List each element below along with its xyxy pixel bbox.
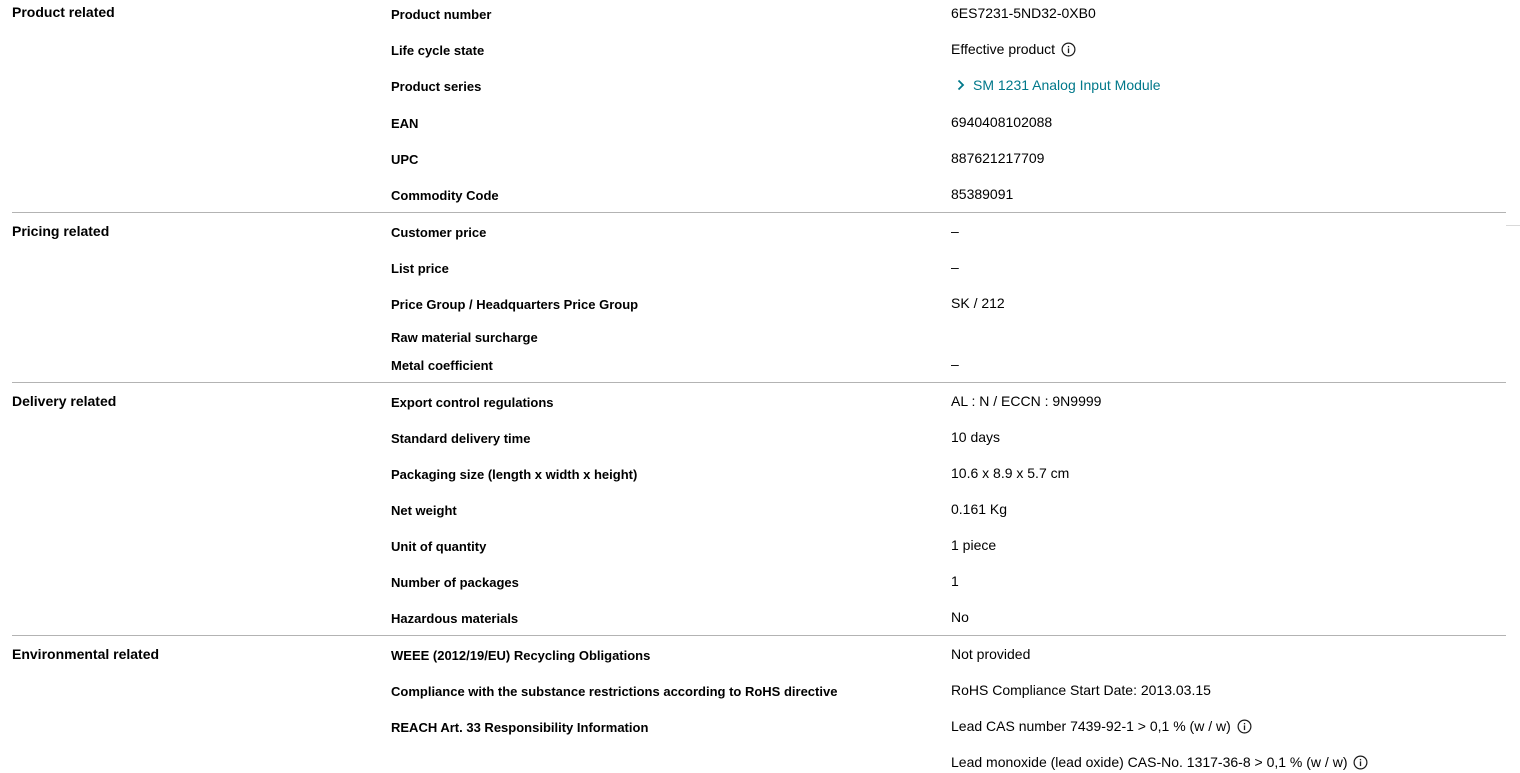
row-label: Customer price [391, 225, 487, 240]
row-label: Price Group / Headquarters Price Group [391, 297, 639, 312]
row-label: Standard delivery time [391, 431, 531, 446]
row-value-text: 85389091 [951, 186, 1014, 202]
row-value [951, 429, 1000, 445]
product-series-link-text: SM 1231 Analog Input Module [973, 77, 1161, 93]
section-title: Environmental related [12, 646, 160, 662]
row-value-text: 1 piece [951, 537, 997, 553]
row-value [951, 646, 1030, 662]
row-value-text: 887621217709 [951, 150, 1045, 166]
row-value [951, 41, 1076, 57]
row-value-text: 1 [951, 573, 959, 589]
row-value [951, 259, 959, 275]
row-value [951, 682, 1211, 698]
info-icon[interactable] [1061, 42, 1076, 57]
row-label: UPC [391, 152, 419, 167]
row-value-text: 6940408102088 [951, 114, 1053, 130]
row-value-text: Lead CAS number 7439-92-1 > 0,1 % (w / w) [951, 718, 1231, 734]
table-row [0, 4, 1520, 24]
row-value [951, 573, 959, 589]
table-row [0, 294, 1520, 314]
row-label: Hazardous materials [391, 611, 519, 626]
row-value [957, 77, 1161, 93]
row-value-text: 10.6 x 8.9 x 5.7 cm [951, 465, 1070, 481]
row-value-text: Not provided [951, 646, 1031, 662]
table-row [0, 392, 1520, 412]
row-value-text: – [951, 356, 959, 372]
table-row [0, 355, 1520, 375]
row-value [951, 223, 959, 239]
row-value [951, 356, 959, 372]
row-value-text: 10 days [951, 429, 1001, 445]
table-row [0, 464, 1520, 484]
row-value-text: 6ES7231-5ND32-0XB0 [951, 5, 1096, 21]
row-value-text: 0.161 Kg [951, 501, 1008, 517]
table-row [0, 327, 1520, 347]
row-value [951, 5, 1096, 21]
row-label: Unit of quantity [391, 539, 487, 554]
section-divider [12, 635, 1506, 636]
section-title: Pricing related [12, 223, 110, 239]
table-row [0, 222, 1520, 242]
row-label: EAN [391, 116, 419, 131]
info-icon[interactable] [1353, 755, 1368, 770]
row-value [951, 150, 1044, 166]
row-value [951, 501, 1007, 517]
row-value-text: No [951, 609, 969, 625]
table-row [0, 645, 1520, 665]
table-row [0, 149, 1520, 169]
table-row [0, 536, 1520, 556]
row-label: Raw material surcharge [391, 330, 538, 345]
row-value-text: Lead monoxide (lead oxide) CAS-No. 1317-36-8 > 0,1 % (w / w) [951, 754, 1348, 770]
table-row [0, 76, 1520, 96]
row-label: Net weight [391, 503, 457, 518]
row-value [951, 609, 969, 625]
section-divider [12, 382, 1506, 383]
row-value [951, 295, 1005, 311]
table-row [0, 681, 1520, 701]
row-value-text: – [951, 223, 959, 239]
row-label: Metal coefficient [391, 358, 493, 373]
chevron-right-icon [957, 79, 965, 91]
row-value-text: RoHS Compliance Start Date: 2013.03.15 [951, 682, 1211, 698]
row-label: WEEE (2012/19/EU) Recycling Obligations [391, 648, 651, 663]
product-series-link[interactable] [957, 77, 1161, 93]
section-title: Delivery related [12, 393, 117, 409]
row-value [951, 114, 1052, 130]
table-row [0, 113, 1520, 133]
table-row [0, 185, 1520, 205]
row-value-text: – [951, 259, 959, 275]
table-row [0, 40, 1520, 60]
row-value [951, 754, 1368, 770]
table-row [0, 500, 1520, 520]
table-row [0, 608, 1520, 628]
row-label: Packaging size (length x width x height) [391, 467, 638, 482]
row-value [951, 465, 1069, 481]
info-icon[interactable] [1237, 719, 1252, 734]
row-label: Product series [391, 79, 482, 94]
row-label: Commodity Code [391, 188, 499, 203]
row-value-text: SK / 212 [951, 295, 1005, 311]
row-value [951, 393, 1101, 409]
row-label: Number of packages [391, 575, 519, 590]
section-divider [12, 212, 1506, 213]
row-value [951, 537, 996, 553]
row-label: Compliance with the substance restrictions according to RoHS directive [391, 684, 838, 699]
section-title: Product related [12, 4, 115, 20]
row-label: List price [391, 261, 449, 276]
row-label: Export control regulations [391, 395, 554, 410]
table-row [0, 717, 1520, 737]
row-label: Life cycle state [391, 43, 485, 58]
row-value [951, 718, 1252, 734]
row-value [951, 186, 1013, 202]
row-value-text: Effective product [951, 41, 1056, 57]
row-label: Product number [391, 7, 492, 22]
row-value-text: AL : N / ECCN : 9N9999 [951, 393, 1102, 409]
row-label: REACH Art. 33 Responsibility Information [391, 720, 649, 735]
table-row [0, 753, 1520, 773]
table-row [0, 258, 1520, 278]
table-row [0, 572, 1520, 592]
table-row [0, 428, 1520, 448]
